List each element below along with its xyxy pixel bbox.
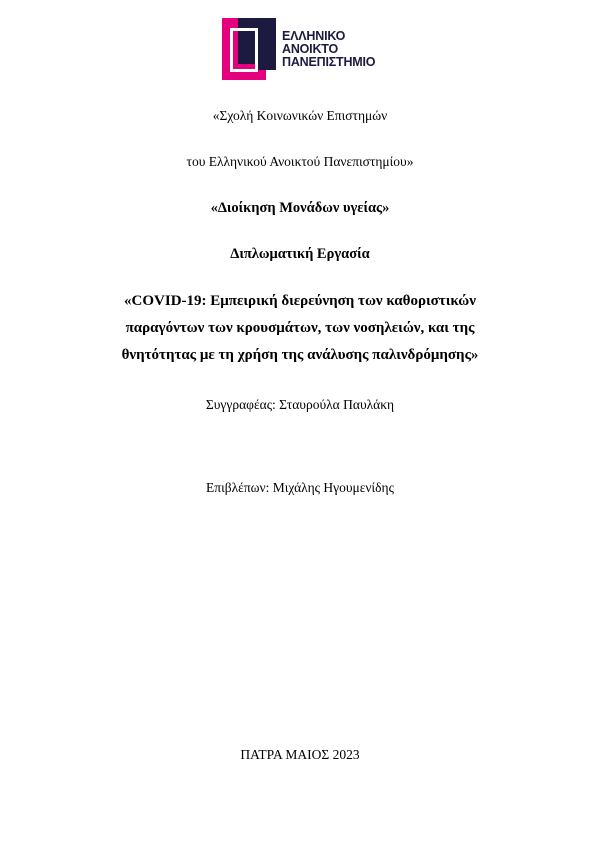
- thesis-title-line-3: θνητότητας με τη χρήση της ανάλυσης παλινδρόμησης»: [121, 347, 479, 363]
- logo-text-line3: ΠΑΝΕΠΙΣΤΗΜΙΟ: [282, 55, 376, 69]
- logo-text-line1: ΕΛΛΗΝΙΚΟ: [282, 29, 346, 43]
- place-date: ΠΑΤΡΑ ΜΑΙΟΣ 2023: [240, 747, 360, 762]
- document-type: Διπλωματική Εργασία: [230, 246, 370, 262]
- supervisor-line: Επιβλέπων: Μιχάλης Ηγουμενίδης: [206, 480, 394, 495]
- school-line-1: «Σχολή Κοινωνικών Επιστημών: [212, 108, 388, 123]
- program-name: «Διοίκηση Μονάδων υγείας»: [210, 200, 390, 216]
- eap-logo-mark-icon: [222, 18, 280, 80]
- thesis-title-line-1: «COVID-19: Εμπειρική διερεύνηση των καθοριστικών: [124, 293, 476, 309]
- school-line-2: του Ελληνικού Ανοικτού Πανεπιστημίου»: [186, 154, 414, 169]
- logo-wordmark: [282, 30, 375, 69]
- author-line: Συγγραφέας: Σταυρούλα Παυλάκη: [205, 397, 395, 412]
- logo-text-line2: ΑΝΟΙΚΤΟ: [282, 42, 339, 56]
- university-logo: [222, 18, 382, 82]
- thesis-title-line-2: παραγόντων των κρουσμάτων, των νοσηλειών, και της: [125, 320, 475, 336]
